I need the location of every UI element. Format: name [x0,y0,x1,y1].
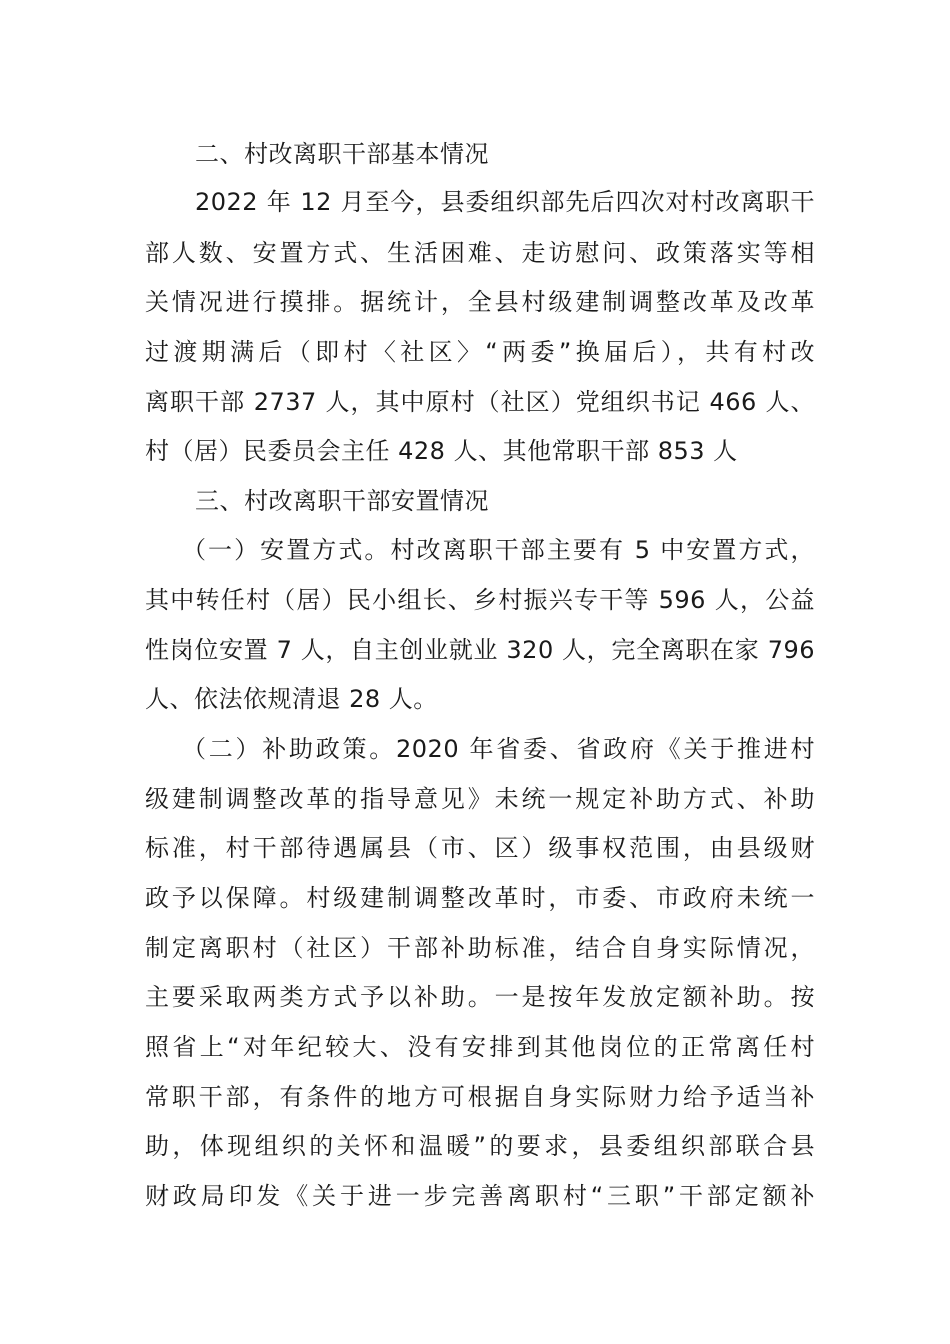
paragraph-line: 离职干部 2737 人，其中原村（社区）党组织书记 466 人、 [145,388,815,416]
paragraph-line: 常职干部，有条件的地方可根据自身实际财力给予适当补 [145,1083,815,1111]
paragraph-line: 2022 年 12 月至今，县委组织部先后四次对村改离职干 [195,188,815,216]
paragraph-line: 其中转任村（居）民小组长、乡村振兴专干等 596 人，公益 [145,586,815,614]
paragraph-line: 人、依法依规清退 28 人。 [145,685,438,713]
paragraph-line: 级建制调整改革的指导意见》未统一规定补助方式、补助 [145,785,815,813]
paragraph-line: 村（居）民委员会主任 428 人、其他常职干部 853 人 [145,437,738,465]
section-heading-three: 三、村改离职干部安置情况 [195,487,489,515]
paragraph-line: 主要采取两类方式予以补助。一是按年发放定额补助。按 [145,983,815,1011]
paragraph-line: 助，体现组织的关怀和温暖”的要求，县委组织部联合县 [145,1132,815,1160]
section-heading-two: 二、村改离职干部基本情况 [195,140,489,168]
paragraph-line: （一）安置方式。村改离职干部主要有 5 中安置方式， [182,536,815,564]
paragraph-line: 关情况进行摸排。据统计，全县村级建制调整改革及改革 [145,288,815,316]
paragraph-line: 性岗位安置 7 人，自主创业就业 320 人，完全离职在家 796 [145,636,815,664]
paragraph-line: 过渡期满后（即村〈社区〉“两委”换届后），共有村改 [145,338,815,366]
paragraph-line: 制定离职村（社区）干部补助标准，结合自身实际情况， [145,934,815,962]
paragraph-line: （二）补助政策。2020 年省委、省政府《关于推进村 [182,735,815,763]
paragraph-line: 财政局印发《关于进一步完善离职村“三职”干部定额补 [145,1182,815,1210]
paragraph-line: 政予以保障。村级建制调整改革时，市委、市政府未统一 [145,884,815,912]
paragraph-line: 标准，村干部待遇属县（市、区）级事权范围，由县级财 [145,834,815,862]
paragraph-line: 部人数、安置方式、生活困难、走访慰问、政策落实等相 [145,239,815,267]
paragraph-line: 照省上“对年纪较大、没有安排到其他岗位的正常离任村 [145,1033,815,1061]
